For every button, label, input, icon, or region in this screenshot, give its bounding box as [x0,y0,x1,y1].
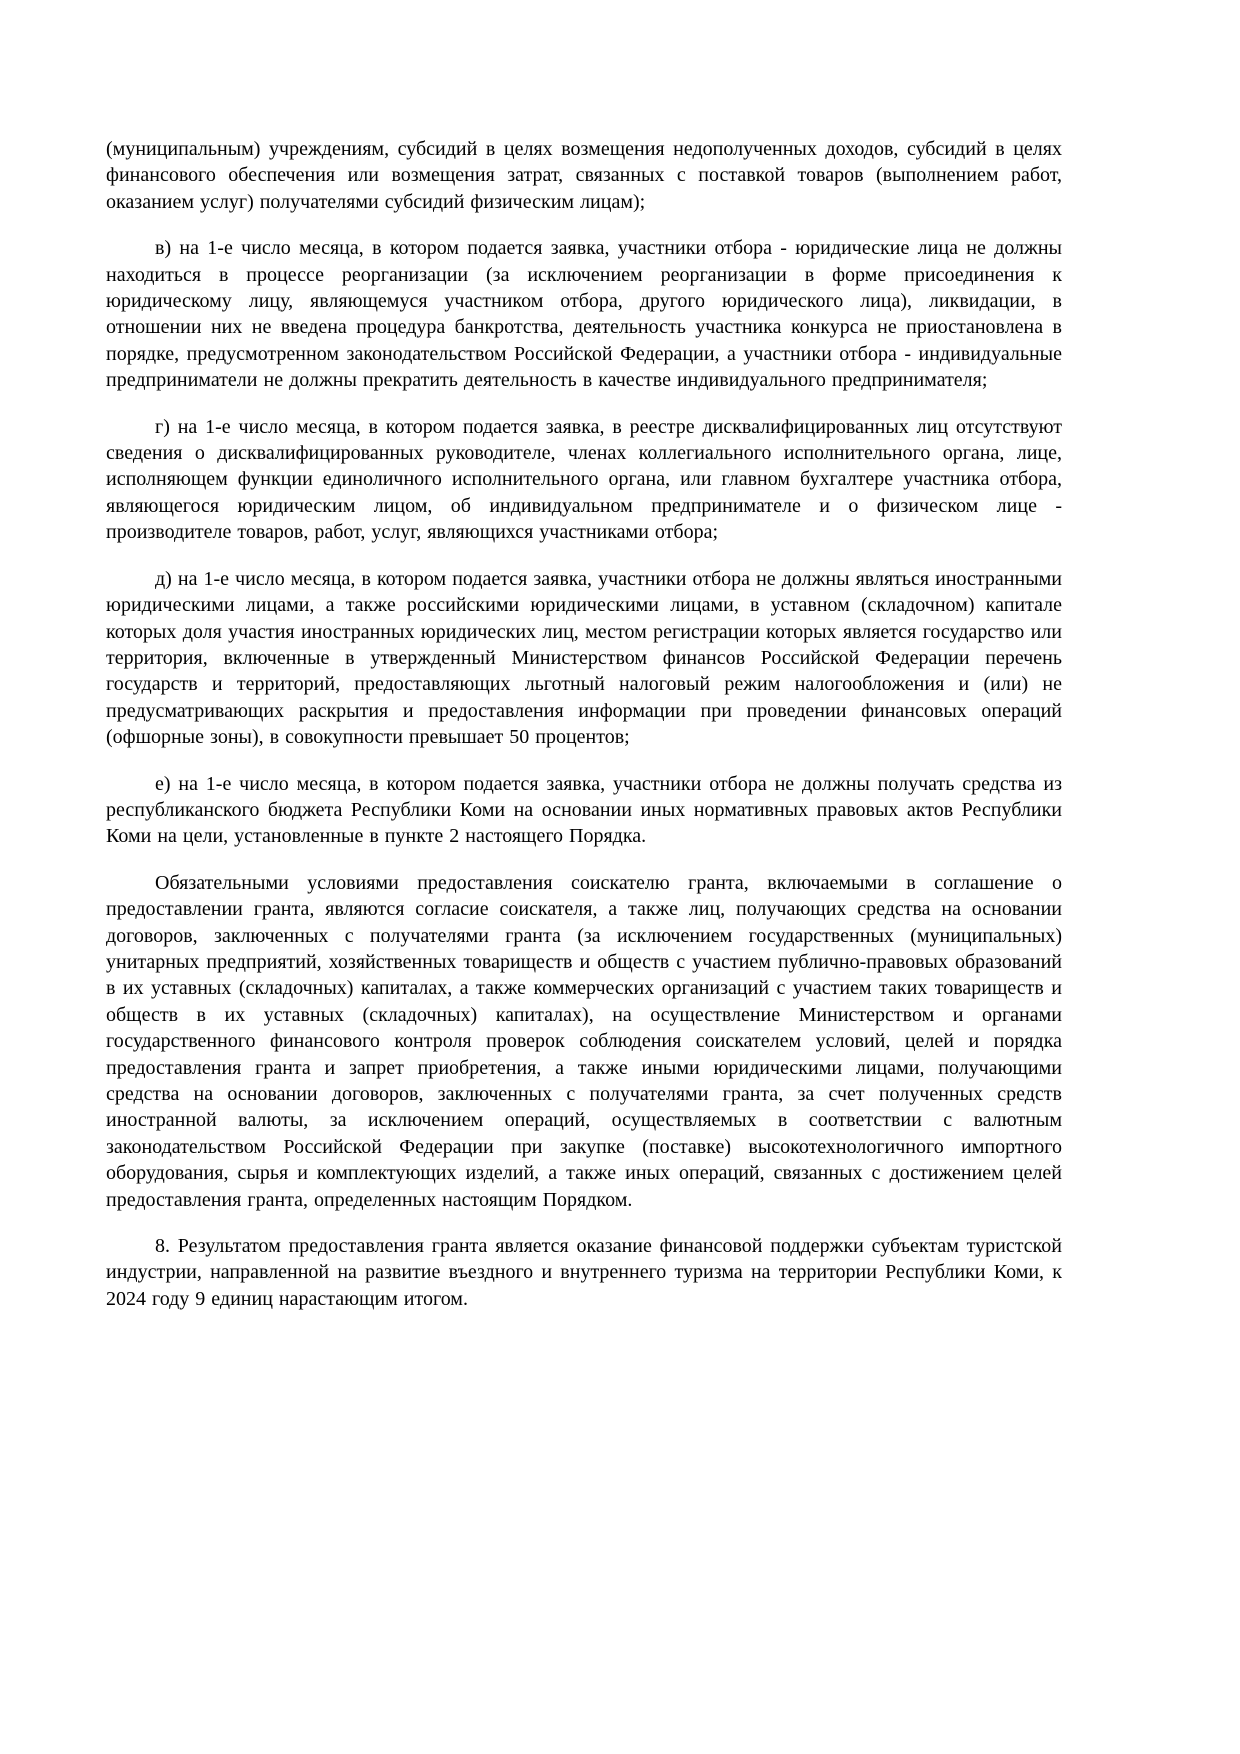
paragraph-item-v: в) на 1-е число месяца, в котором подается заявка, участники отбора - юридические лица не должны находиться в процессе реорганизации (за исключением реорганизации в форме присоединения к юридическому лицу, являющемуся участником отбора, другого юридического лица), ликвидации, в отношении них не введена процедура банкротства, деятельность участника конкурса не приостановлена в порядке, предусмотренном законодательством Российской Федерации, а участники отбора - индивидуальные предприниматели не должны прекратить деятельность в качестве индивидуального предпринимателя; [106,237,1062,392]
paragraph-conditions: Обязательными условиями предоставления соискателю гранта, включаемыми в соглашение о предоставлении гранта, являются согласие соискателя, а также лиц, получающих средства на основании договоров, заключенных с получателями гранта (за исключением государственных (муниципальных) унитарных предприятий, хозяйственных товариществ и обществ с участием публично-правовых образований в их уставных (складочных) капиталах, а также коммерческих организаций с участием таких товариществ и обществ в их уставных (складочных) капиталах), на осуществление Министерством и органами государственного финансового контроля проверок соблюдения соискателем условий, целей и порядка предоставления гранта и запрет приобретения, а также иными юридическими лицами, получающими средства на основании договоров, заключенных с получателями гранта, за счет полученных средств иностранной валюты, за исключением операций, осуществляемых в соответствии с валютным законодательством Российской Федерации при закупке (поставке) высокотехнологичного импортного оборудования, сырья и комплектующих изделий, а также иных операций, связанных с достижением целей предоставления гранта, определенных настоящим Порядком. [106,871,1062,1211]
paragraph-item-g: г) на 1-е число месяца, в котором подается заявка, в реестре дисквалифицированных лиц отсутствуют сведения о дисквалифицированных руководителе, членах коллегиального исполнительного органа, лице, исполняющем функции единоличного исполнительного органа, или главном бухгалтере участника отбора, являющегося юридическим лицом, об индивидуальном предпринимателе и о физическом лице - производителе товаров, работ, услуг, являющихся участниками отбора; [106,415,1062,544]
paragraph-item-e: е) на 1-е число месяца, в котором подается заявка, участники отбора не должны получать средства из республиканского бюджета Республики Коми на основании иных нормативных правовых актов Республики Коми на цели, установленные в пункте 2 настоящего Порядка. [106,772,1062,848]
paragraph-point-8: 8. Результатом предоставления гранта является оказание финансовой поддержки субъектам туристской индустрии, направленной на развитие въездного и внутреннего туризма на территории Республики Коми, к 2024 году 9 единиц нарастающим итогом. [106,1235,1062,1310]
paragraph-continuation: (муниципальным) учреждениям, субсидий в целях возмещения недополученных доходов, субсидий в целях финансового обеспечения или возмещения затрат, связанных с поставкой товаров (выполнением работ, оказанием услуг) получателями субсидий физическим лицам); [106,138,1062,213]
paragraph-item-d: д) на 1-е число месяца, в котором подается заявка, участники отбора не должны являться иностранными юридическими лицами, а также российскими юридическими лицами, в уставном (складочном) капитале которых доля участия иностранных юридических лиц, местом регистрации которых является государство или территория, включенные в утвержденный Министерством финансов Российской Федерации перечень государств и территорий, предоставляющих льготный налоговый режим налогообложения и (или) не предусматривающих раскрытия и предоставления информации при проведении финансовых операций (офшорные зоны), в совокупности превышает 50 процентов; [106,567,1062,749]
document-body [106,136,1062,1312]
